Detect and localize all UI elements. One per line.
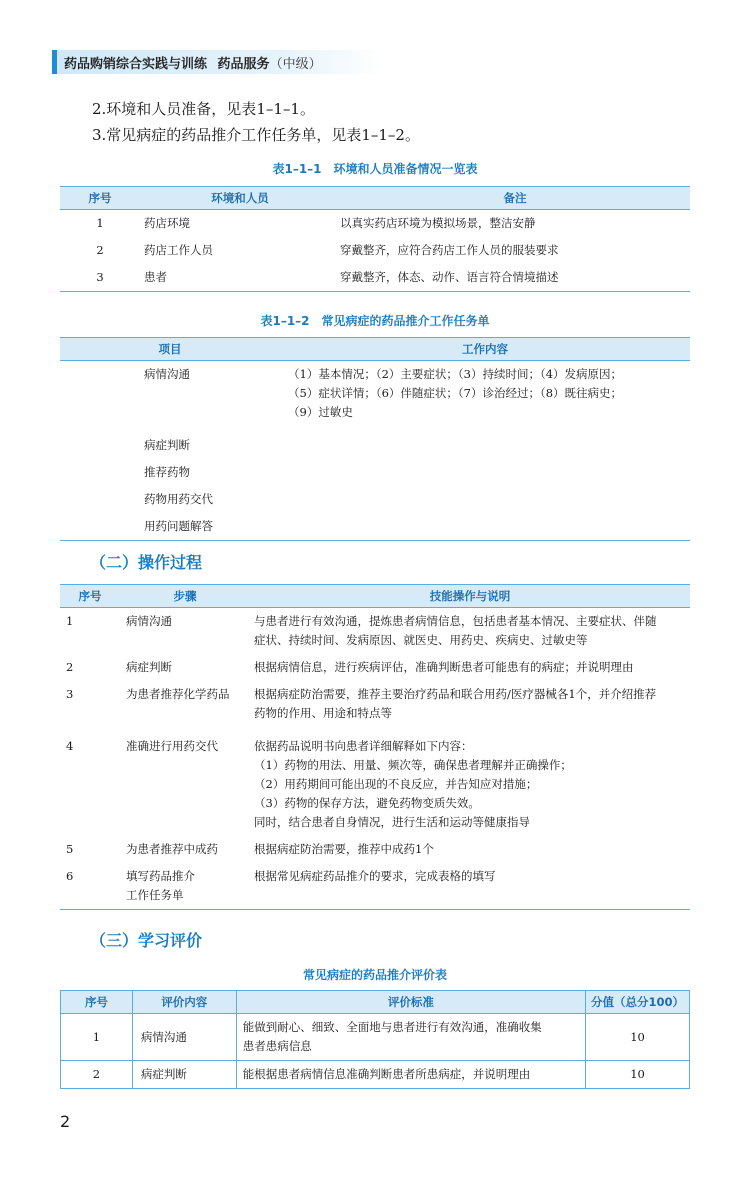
cell-desc [250,681,690,727]
cell-no: 2 [66,660,74,674]
table-row [60,654,690,681]
th-no: 序号 [61,991,133,1014]
cell-step: 为患者推荐化学药品 [126,687,230,701]
cell-item: 病症判断 [144,438,190,452]
th-standard: 评价标准 [236,991,585,1014]
cell-note: 穿戴整齐，应符合药店工作人员的服装要求 [340,243,559,257]
cell-step [120,863,250,910]
cell-no: 3 [60,264,140,292]
th-content: 工作内容 [280,338,690,361]
content-line: （9）过敏史 [288,405,353,419]
desc-line: （3）药物的保存方法，避免药物变质失效。 [254,796,480,810]
cell-score: 10 [586,1061,690,1089]
cell-step: 病症判断 [126,660,172,674]
evaluation-header-row [61,991,690,1014]
table-row [61,1061,690,1089]
table1-header-row [60,187,690,210]
th-no: 序号 [60,187,140,210]
cell-content [280,361,690,427]
cell-item: 病情沟通 [144,367,190,381]
cell-item: 用药问题解答 [60,513,280,541]
cell-desc [250,608,690,655]
cell-no: 1 [61,1014,133,1061]
content-line: （5）症状详情；（6）伴随症状；（7）诊治经过；（8）既往病史； [288,386,623,400]
th-env: 环境和人员 [140,187,340,210]
table2-caption: 表1–1–2 常见病症的药品推介工作任务单 [260,314,490,328]
cell-desc: 根据病情信息，进行疾病评估，准确判断患者可能患有的病症；并说明理由 [254,660,634,674]
table-row [60,237,690,264]
table1-caption: 表1–1–1 环境和人员准备情况一览表 [272,162,478,176]
cell-no: 1 [96,216,104,230]
cell-score: 10 [586,1014,690,1061]
section-evaluation-title: （三）学习评价 [90,931,203,950]
table-row [60,486,690,513]
paragraph-env: 2.环境和人员准备，见表1–1–1。 [92,100,315,118]
desc-line: 依据药品说明书向患者详细解释如下内容： [254,739,473,753]
cell-standard [236,1014,585,1061]
paragraph-tasksheet: 3.常见病症的药品推介工作任务单，见表1–1–2。 [92,126,420,144]
cell-content: 病情沟通 [132,1014,236,1061]
book-title: 药品购销综合实践与训练 [64,57,208,72]
cell-no: 1 [66,614,74,628]
table-row [61,1014,690,1061]
table-row [60,426,690,459]
th-note: 备注 [340,187,690,210]
cell-note: 穿戴整齐，体态、动作、语言符合情境描述 [340,264,690,292]
operation-table [60,584,690,910]
standard-line: 能做到耐心、细致、全面地与患者进行有效沟通，准确收集 [242,1020,542,1034]
desc-line: （2）用药期间可能出现的不良反应，并告知应对措施； [254,777,538,791]
desc-line: 药物的作用、用途和特点等 [254,706,392,720]
cell-no: 5 [66,842,74,856]
th-no: 序号 [60,585,120,608]
table2-header-row [60,338,690,361]
desc-line: 症状、持续时间、发病原因、就医史、用药史、疾病史、过敏史等 [254,633,588,647]
cell-desc: 根据病症防治需要，推荐中成药1个 [254,842,434,856]
table-row [60,264,690,292]
table-row [60,361,690,427]
table-row [60,608,690,655]
operation-header-row [60,585,690,608]
cell-content: 病症判断 [132,1061,236,1089]
cell-step: 病情沟通 [126,614,172,628]
header-accent-bar [52,50,57,74]
desc-line: （1）药物的用法、用量、频次等，确保患者理解并正确操作； [254,758,572,772]
cell-no: 2 [61,1061,133,1089]
cell-no: 6 [60,863,120,910]
table-row [60,836,690,863]
desc-line: 与患者进行有效沟通，提炼患者病情信息，包括患者基本情况、主要症状、伴随 [254,614,657,628]
cell-step: 准确进行用药交代 [126,739,218,753]
step-line: 填写药品推介 [126,869,195,883]
page-number: 2 [60,1112,71,1131]
th-step: 步骤 [120,585,250,608]
table-row [60,863,690,910]
running-header [52,50,382,74]
cell-env: 药店环境 [144,216,190,230]
th-desc: 技能操作与说明 [250,585,690,608]
table-row [60,459,690,486]
table-row [60,513,690,541]
cell-desc: 根据常见病症药品推介的要求，完成表格的填写 [250,863,690,910]
th-item: 项目 [60,338,280,361]
cell-item: 药物用药交代 [144,492,213,506]
cell-standard: 能根据患者病情信息准确判断患者所患病症，并说明理由 [236,1061,585,1089]
table-row [60,727,690,836]
desc-line: 根据病症防治需要，推荐主要治疗药品和联合用药/医疗器械各1个，并介绍推荐 [254,687,657,701]
cell-no: 3 [66,687,74,701]
table-row [60,210,690,238]
th-content: 评价内容 [132,991,236,1014]
cell-env: 药店工作人员 [144,243,213,257]
header-text [64,53,322,72]
cell-no: 2 [96,243,104,257]
cell-note: 以真实药店环境为模拟场景，整洁安静 [340,216,536,230]
evaluation-table [60,990,690,1089]
table2 [60,337,690,541]
level: （中级） [269,57,322,72]
cell-step: 为患者推荐中成药 [126,842,218,856]
desc-line: 同时，结合患者自身情况，进行生活和运动等健康指导 [254,815,530,829]
table-row [60,681,690,727]
evaluation-caption: 常见病症的药品推介评价表 [302,968,447,982]
section-operation-title: （二）操作过程 [90,553,203,572]
table1 [60,186,690,292]
content-line: （1）基本情况；（2）主要症状；（3）持续时间；（4）发病原因； [288,367,623,381]
cell-item: 推荐药物 [144,465,190,479]
cell-desc [250,727,690,836]
subject: 药品服务 [217,57,270,72]
th-score: 分值（总分100） [586,991,690,1014]
cell-env: 患者 [140,264,340,292]
standard-line: 患者患病信息 [242,1039,312,1053]
cell-no: 4 [66,739,74,753]
step-line: 工作任务单 [126,888,184,902]
